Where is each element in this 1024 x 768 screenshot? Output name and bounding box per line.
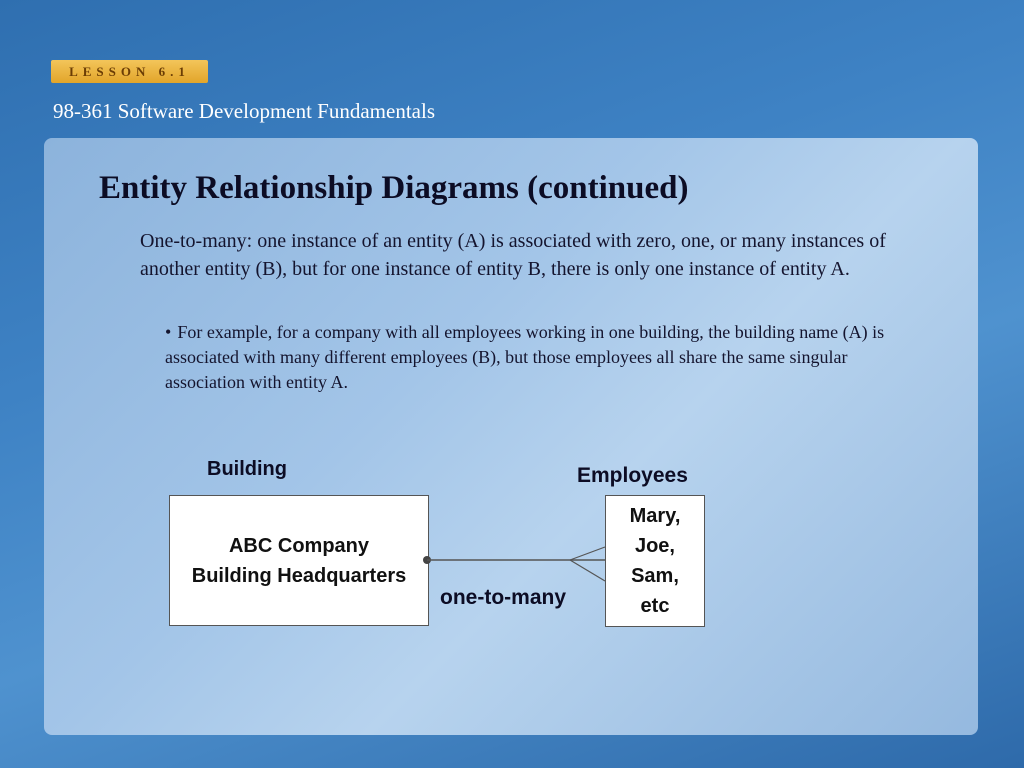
bullet-dot: • <box>165 322 172 342</box>
bullet-item <box>165 320 900 395</box>
main-paragraph: One-to-many: one instance of an entity (A) is associated with zero, one, or many instances of another entity (B), but for one instance of entity B, there is only one instance of entity A. <box>140 230 886 280</box>
entity-b-line: etc <box>640 595 670 617</box>
entity-b-line: Joe, <box>634 535 675 557</box>
entity-a-line: Building Headquarters <box>191 564 407 587</box>
entity-b-line: Mary, <box>629 505 681 527</box>
relationship-label: one-to-many <box>440 586 566 609</box>
lesson-badge: LESSON 6.1 <box>51 60 208 83</box>
employees-entity-box <box>605 495 705 627</box>
entity-a-line: ABC Company <box>228 534 369 557</box>
entity-b-label: Employees <box>577 464 688 487</box>
entity-a-label: Building <box>207 458 287 480</box>
relationship-connector <box>420 540 610 590</box>
crows-foot-upper <box>570 547 605 560</box>
course-title: 98-361 Software Development Fundamentals <box>53 99 435 123</box>
slide-title: Entity Relationship Diagrams (continued) <box>99 170 689 206</box>
crows-foot-lower <box>570 560 605 581</box>
building-entity-box <box>169 495 429 626</box>
entity-b-line: Sam, <box>631 565 679 587</box>
bullet-text: For example, for a company with all employees working in one building, the building name (A) is associated with many different employees (B), but those employees all share the same singular association with entity A. <box>165 322 885 392</box>
